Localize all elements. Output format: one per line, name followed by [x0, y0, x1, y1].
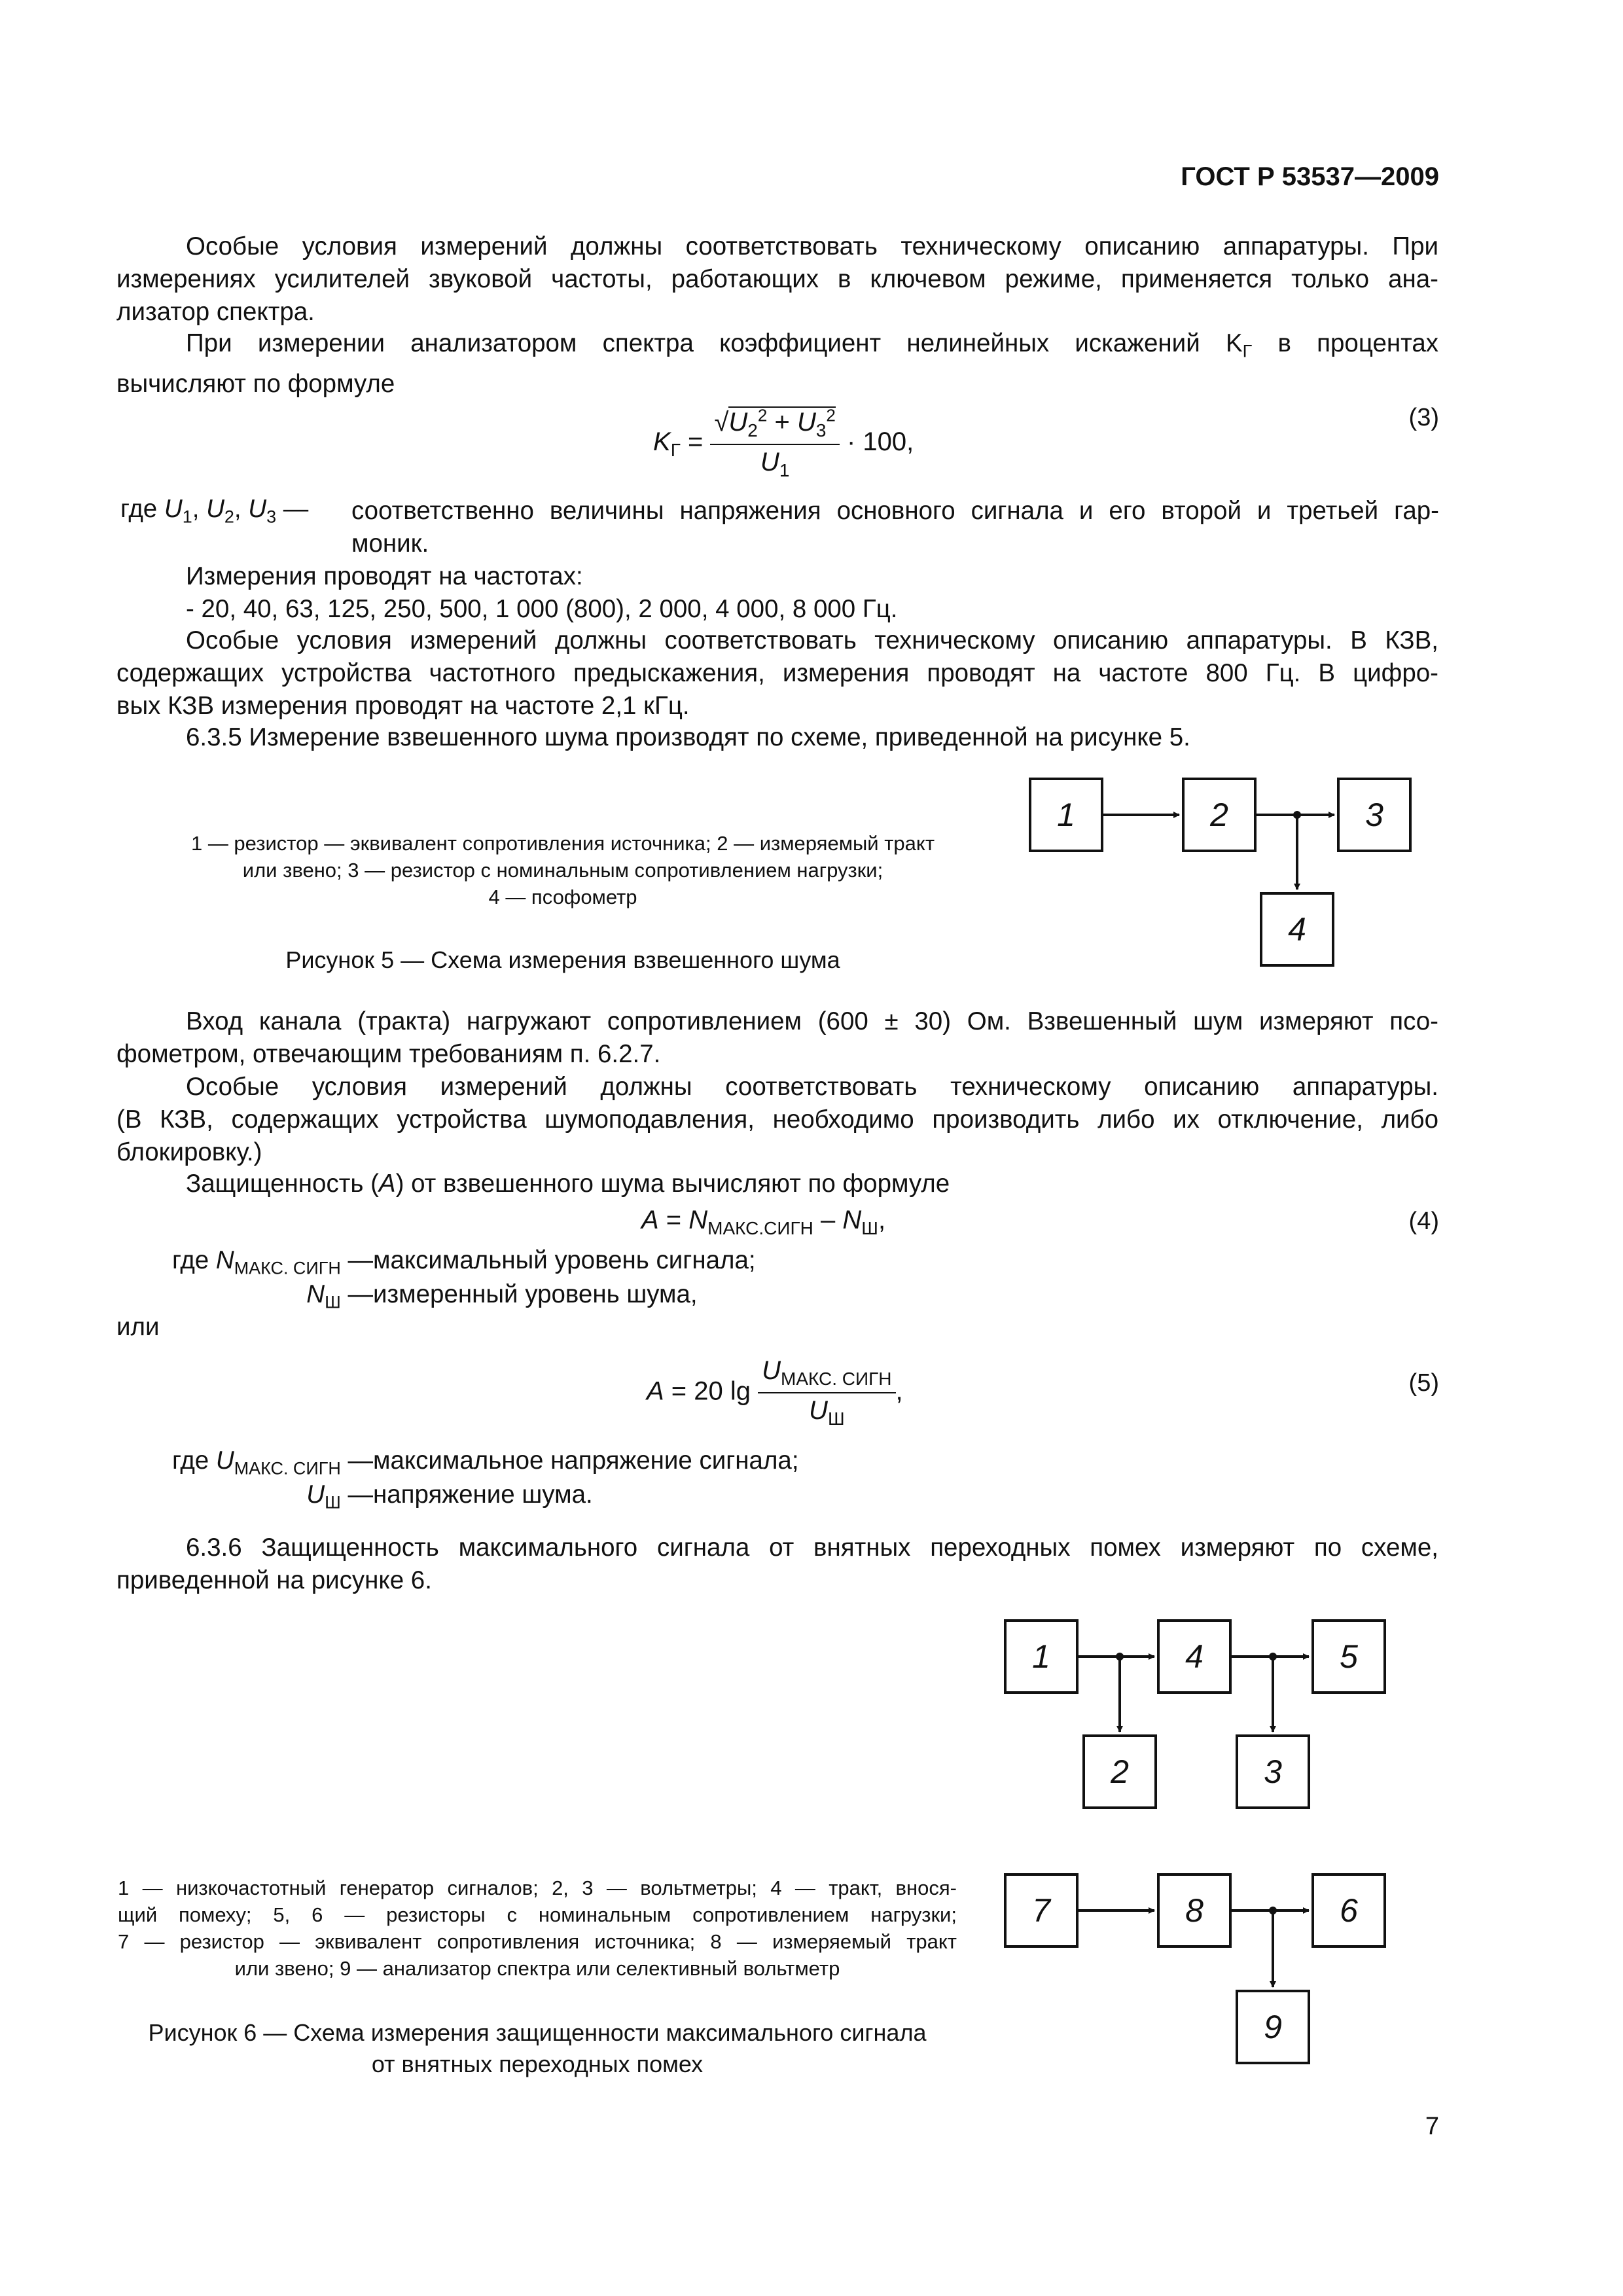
figure-6-legend: 1 — низкочастотный генератор сигналов; 2, 3 — вольтметры; 4 — тракт, внося- щий помеху; 5, 6 — резисторы с номинальным сопротивлением нагрузки; 7 — резистор — эквивалент сопротивления источника; 8 — измеряемый тракт или звено; 9 — анализатор спектра или селективный вольтметр	[118, 1876, 957, 1980]
document-header: ГОСТ Р 53537—2009	[1181, 162, 1439, 191]
where-u-text: соответственно величины напряжения основного сигнала и его второй и третьей гар- моник.	[351, 497, 1439, 558]
paragraph-special-conditions: Особые условия измерений должны соответствовать техническому описанию аппаратуры. При измерениях усилителей звуковой частоты, работающих в ключевом режиме, применяется только ана- лизатор спектра.	[116, 232, 1438, 326]
equation-5-fraction: $\frac{U_{МАКС. СИГН}}{U_Ш}$	[758, 1356, 895, 1429]
fig5-block-2: 2	[1182, 778, 1257, 852]
where-u-label: где $U_1$, $U_2$, $U_3$ —	[120, 495, 309, 527]
where-n-max-text: максимальный уровень сигнала;	[373, 1246, 756, 1274]
equation-5-number: (5)	[1408, 1369, 1439, 1397]
fig6-block-3: 3	[1236, 1734, 1310, 1809]
fig6-block-5: 5	[1311, 1619, 1386, 1694]
equation-4: $A = N_{МАКС.СИГН} - N_Ш$,	[641, 1206, 886, 1238]
equation-5: A = 20 lg $\frac{U_{МАКС. СИГН}}{U_Ш}$ ,	[647, 1356, 903, 1429]
fig6-block-7: 7	[1004, 1873, 1079, 1948]
fig5-block-3: 3	[1337, 778, 1412, 852]
fig6-block-2: 2	[1082, 1734, 1157, 1809]
where-u-max-text: максимальное напряжение сигнала;	[373, 1446, 799, 1475]
equation-4-number: (4)	[1408, 1208, 1439, 1235]
equation-3-fraction: $\frac{√U_2^2 + U_3^2}{U_1}$	[710, 406, 839, 481]
where-u-noise-label: $U_Ш$ —	[306, 1480, 373, 1513]
where-n-noise-text: измеренный уровень шума,	[373, 1280, 698, 1308]
or-word: или	[116, 1313, 160, 1341]
fig5-block-1: 1	[1029, 778, 1103, 852]
paragraph-protection-formula: Защищенность (A) от взвешенного шума вычисляют по формуле	[186, 1170, 950, 1198]
equation-3: $K_Г$ = $\frac{√U_2^2 + U_3^2}{U_1}$ · 100,	[653, 406, 914, 481]
where-u-max-label: где $U_{МАКС. СИГН}$ —	[172, 1446, 373, 1479]
figure-6-caption: Рисунок 6 — Схема измерения защищенности максимального сигнала от внятных переходных помех	[148, 2019, 927, 2077]
page-number: 7	[1425, 2113, 1439, 2140]
figure-5-legend: 1 — резистор — эквивалент сопротивления источника; 2 — измеряемый тракт или звено; 3 — резистор с номинальным сопротивлением нагрузки; 4 — псофометр	[190, 832, 935, 908]
fig6-bottom-connectors	[1079, 1907, 1309, 1987]
paragraph-frequencies: Измерения проводят на частотах: - 20, 40, 63, 125, 250, 500, 1 000 (800), 2 000, 4 000, 8 000 Гц.	[186, 562, 898, 623]
paragraph-spectrum-analyzer: При измерении анализатором спектра коэффициент нелинейных искажений $K_Г$ в процентах вычисляют по формуле	[116, 329, 1438, 398]
where-n-max-label: где $N_{МАКС. СИГН}$ —	[172, 1246, 373, 1278]
fig6-block-9: 9	[1236, 1990, 1310, 2064]
fig6-block-4: 4	[1157, 1619, 1232, 1694]
paragraph-input-load: Вход канала (тракта) нагружают сопротивлением (600 ± 30) Ом. Взвешенный шум измеряют псо- фометром, отвечающим требованиям п. 6.2.7.	[116, 1007, 1438, 1068]
fig6-block-8: 8	[1157, 1873, 1232, 1948]
equation-3-number: (3)	[1408, 404, 1439, 431]
paragraph-noise-suppression: Особые условия измерений должны соответствовать техническому описанию аппаратуры. (В КЗВ, содержащих устройства шумоподавления, необходимо производить либо их отключение, либо блокировку.)	[116, 1073, 1438, 1166]
figure-5-caption: Рисунок 5 — Схема измерения взвешенного шума	[285, 946, 840, 973]
paragraph-6-3-6: 6.3.6 Защищенность максимального сигнала от внятных переходных помех измеряют по схеме, приведенной на рисунке 6.	[116, 1534, 1438, 1594]
fig5-connectors	[1103, 811, 1334, 889]
where-n-noise-label: $N_Ш$ —	[306, 1280, 373, 1312]
paragraph-kzv: Особые условия измерений должны соответствовать техническому описанию аппаратуры. В КЗВ, содержащих устройства частотного предыскажения, измерения проводят на частоте 800 Гц. В цифро- вых КЗВ измерения проводят на частоте 2,1 кГц.	[116, 626, 1438, 720]
fig6-block-6: 6	[1311, 1873, 1386, 1948]
fig6-top-connectors	[1079, 1653, 1309, 1732]
fig6-block-1: 1	[1004, 1619, 1079, 1694]
where-u-noise-text: напряжение шума.	[373, 1480, 593, 1509]
fig5-block-4: 4	[1260, 892, 1334, 967]
paragraph-6-3-5: 6.3.5 Измерение взвешенного шума производят по схеме, приведенной на рисунке 5.	[186, 723, 1190, 751]
